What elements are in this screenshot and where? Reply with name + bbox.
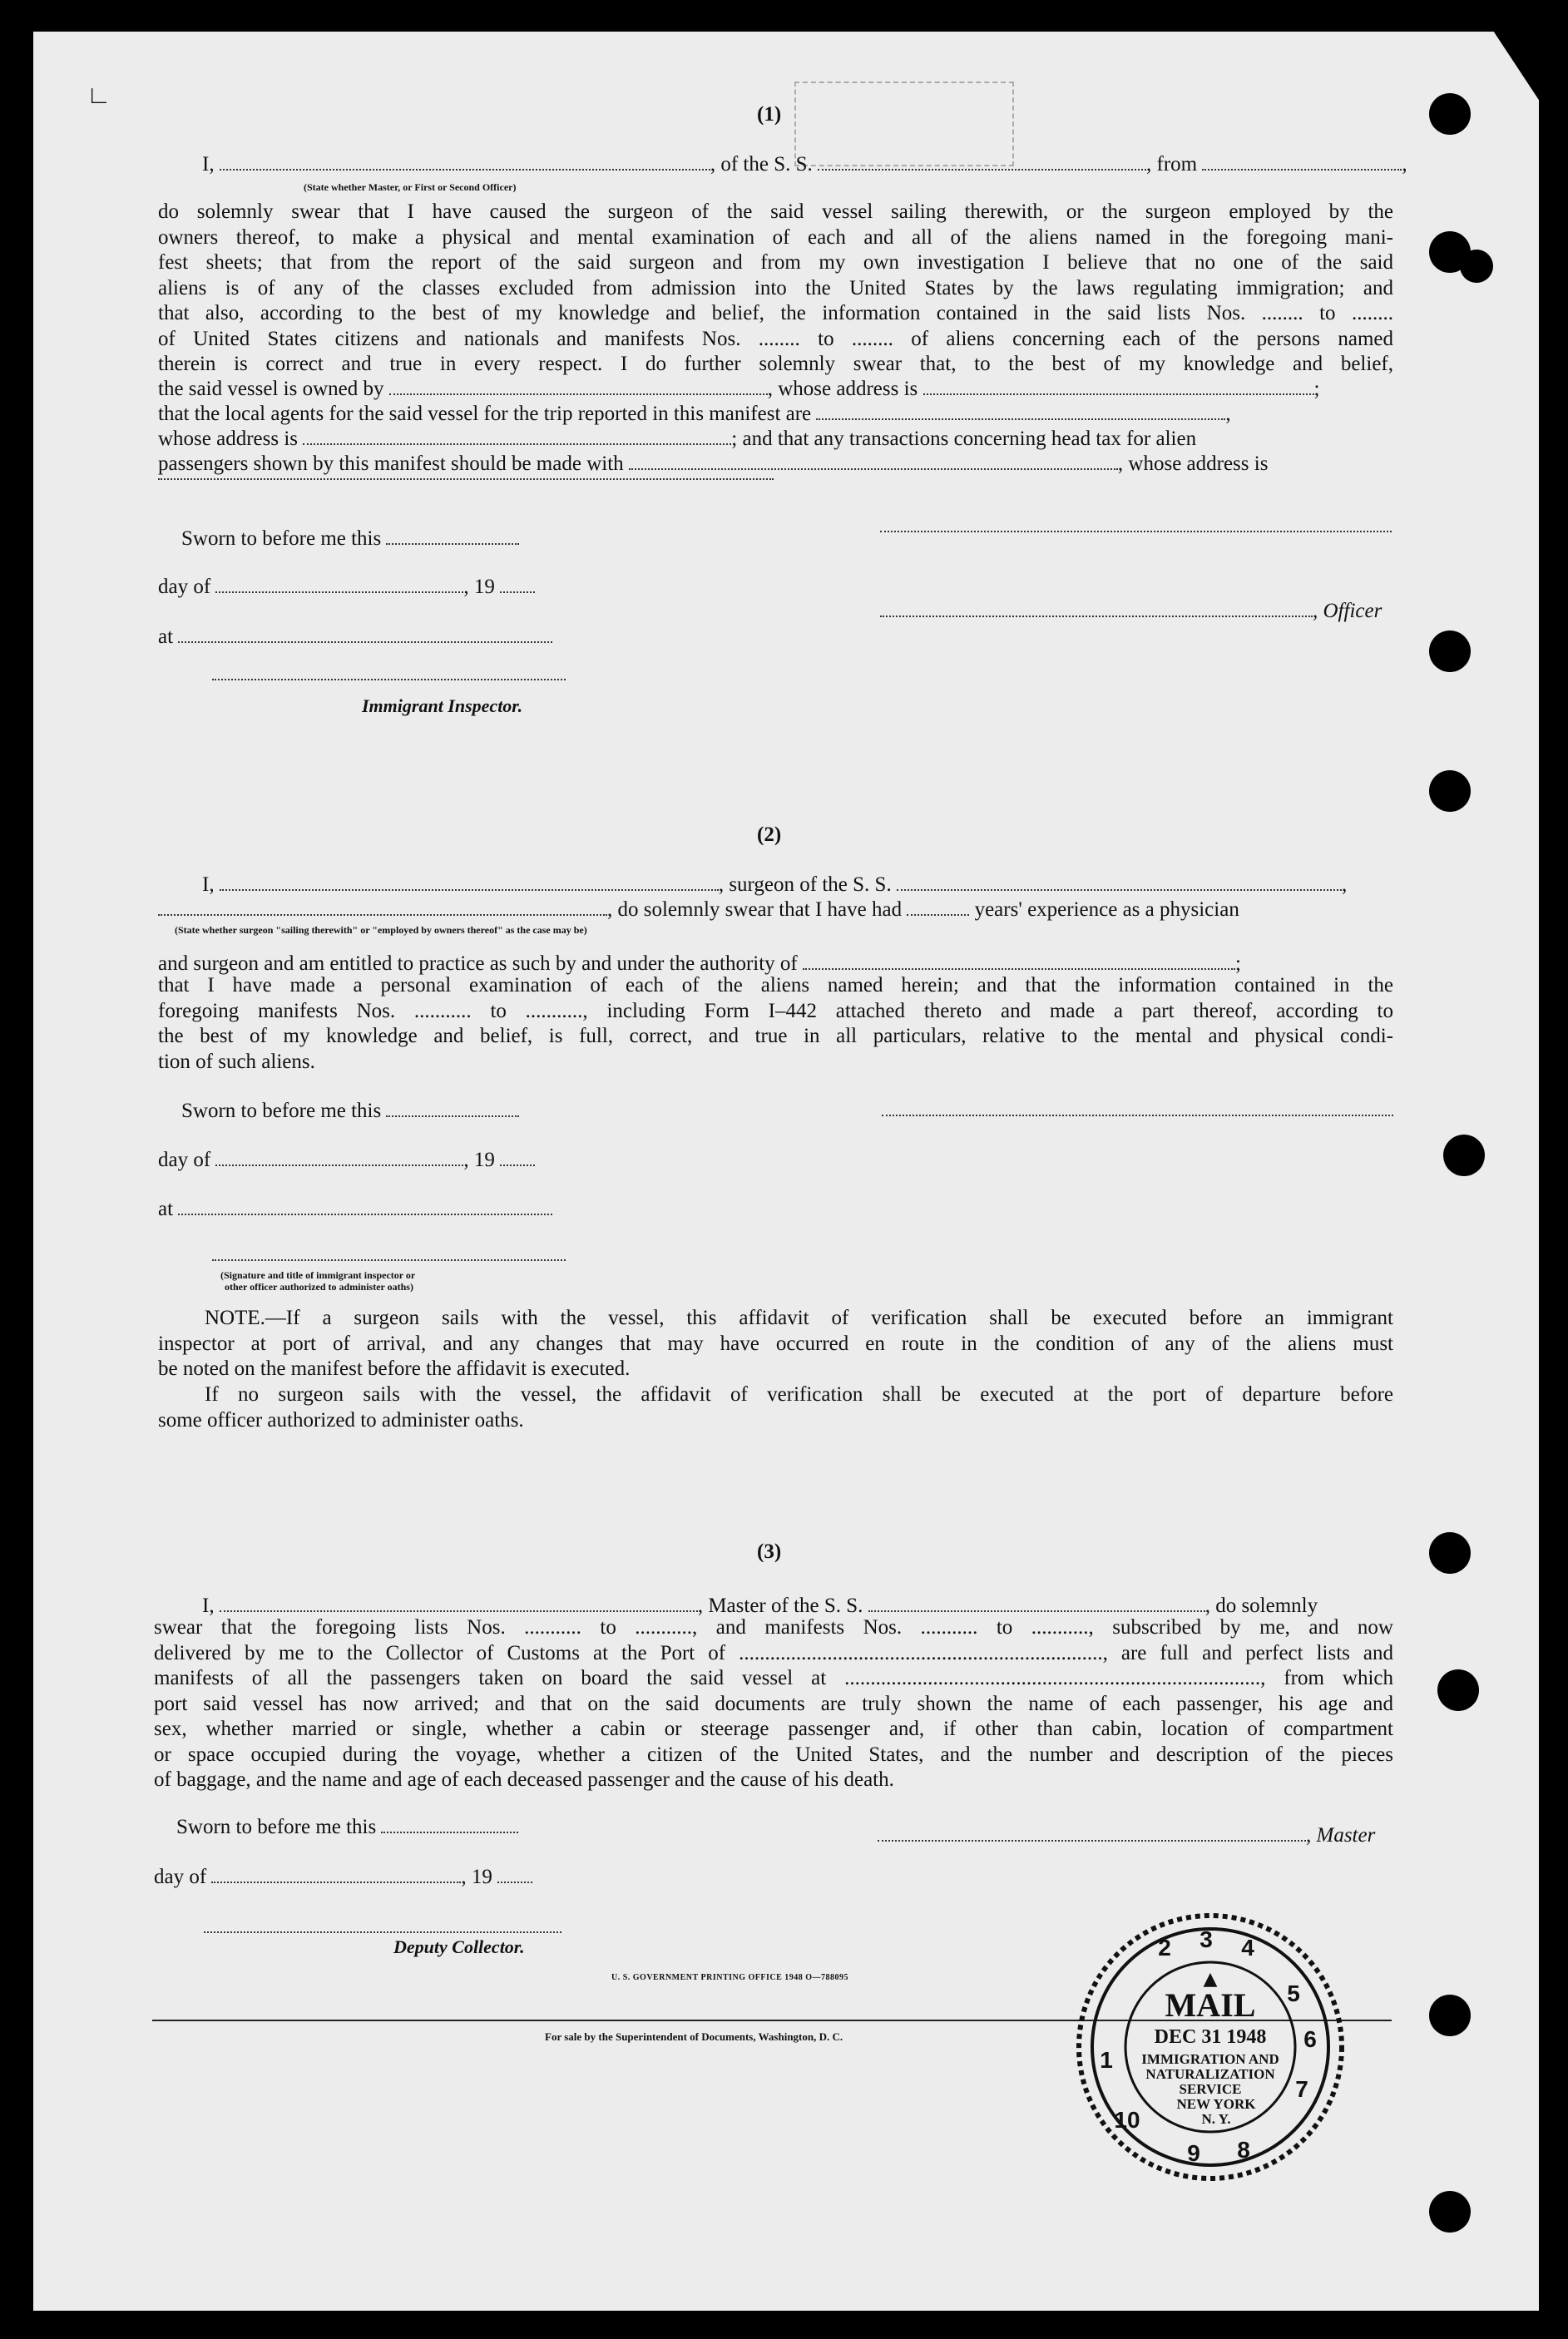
- s2-authority-line: and surgeon and am entitled to practice as such by and under the authority of ;: [158, 952, 1241, 975]
- punch-hole: [1429, 1532, 1471, 1574]
- s3-line-1: I, , Master of the S. S. , do solemnly: [202, 1595, 1318, 1617]
- s3-sworn: Sworn to before me this: [176, 1815, 518, 1840]
- s1-sworn: Sworn to before me this: [181, 527, 519, 551]
- immigrant-inspector-label: Immigrant Inspector.: [362, 695, 523, 716]
- s1-inspector-line: [212, 679, 566, 680]
- mail-received-stamp: [1073, 1910, 1348, 2184]
- stamp-digit: 1: [1100, 2047, 1113, 2073]
- stamp-line-5: N. Y.: [1201, 2111, 1231, 2127]
- stamp-digit: 5: [1287, 1980, 1300, 2006]
- s2-line-1: I, , surgeon of the S. S. ,: [202, 873, 1348, 896]
- s3-day: day of , 19: [154, 1865, 532, 1890]
- stamp-line-2: NATURALIZATION: [1145, 2066, 1275, 2082]
- gpo-imprint: U. S. GOVERNMENT PRINTING OFFICE 1948 O—788095: [611, 1973, 849, 1982]
- stamp-digit: 9: [1187, 2140, 1200, 2166]
- s1-officer-line: , Officer: [880, 599, 1382, 624]
- s2-surgeon-caption: (State whether surgeon "sailing therewith" or "employed by owners thereof" as the case may be): [175, 924, 587, 936]
- s2-sig-caption-2: other officer authorized to administer oaths): [225, 1281, 413, 1293]
- s2-line-2: , do solemnly swear that I have had years' experience as a physician: [158, 898, 1393, 922]
- stamp-digit: 8: [1237, 2137, 1250, 2163]
- s2-sig-caption-1: (Signature and title of immigrant inspector or: [220, 1269, 416, 1281]
- s1-agents-line: that the local agents for the said vessel for the trip reported in this manifest are ,: [158, 403, 1231, 425]
- corner-mark: ∟: [87, 82, 111, 109]
- s1-officer-signature-line: [880, 531, 1392, 532]
- punch-hole: [1429, 2191, 1471, 2233]
- punch-hole: [1429, 1995, 1471, 2036]
- stamp-line-1: IMMIGRATION AND: [1141, 2051, 1279, 2067]
- s3-body: swear that the foregoing lists Nos. ........... to ..........., and manifests Nos. ........... to ..........., subscribed by me, and now delivered by me to the Collector of Customs at the Port of ......................................................................, are full and perfect lists and manifests of all the passengers taken on board the said vessel at ................................................................................, from which port said vessel has now arrived; and that on the said documents are truly shown the name of each passenger, his age and sex, whether married or single, whether a cabin or steerage passenger and, if other than cabin, location of compartment or space occupied during the voyage, whether a citizen of the United States, and the number and description of the pieces of baggage, and the name and age of each deceased passenger and the cause of his death.: [154, 1616, 1393, 1791]
- stamp-digit: 6: [1303, 2026, 1317, 2052]
- s3-master-line: , Master: [878, 1823, 1375, 1848]
- s1-passengers-line: passengers shown by this manifest should be made with , whose address is: [158, 452, 1269, 475]
- s1-owned-line: the said vessel is owned by , whose address is ;: [158, 378, 1320, 400]
- stamp-arrow: ▲: [1203, 1969, 1218, 1990]
- s2-signature-line: [882, 1115, 1393, 1116]
- s2-note: NOTE.—If a surgeon sails with the vessel, this affidavit of verification shall be executed before an immigrant inspector at port of arrival, and any changes that may have occurred en route in the condition of any of the aliens must be noted on the manifest before the affidavit is executed.: [158, 1307, 1393, 1380]
- stamp-digit: 2: [1158, 1935, 1171, 1961]
- section-1-number: (1): [757, 103, 782, 126]
- stamp-digit: 3: [1199, 1926, 1213, 1952]
- s1-body: do solemnly swear that I have caused the surgeon of the said vessel sailing therewith, or the surgeon employed by the owners thereof, to make a physical and mental examination of each and all of the aliens named in the foregoing mani- fest sheets; that from the report of the said surgeon and from my own investigation I believe that no one of the said aliens is of any of the classes excluded from admission into the United States by the laws regulating immigration; and that also, according to the best of my knowledge and belief, the information contained in the said lists Nos. ........ to ........ of United States citizens and nationals and manifests Nos. ........ to ........ of aliens concerning each of the persons named therein is correct and true in every respect. I do further solemnly swear that, to the best of my knowledge and belief,: [158, 200, 1393, 375]
- s2-note-2: If no surgeon sails with the vessel, the affidavit of verification shall be executed at the port of departure before some officer authorized to administer oaths.: [158, 1383, 1393, 1432]
- s1-address-line: whose address is ; and that any transactions concerning head tax for alien: [158, 428, 1197, 450]
- stamp-line-4: NEW YORK: [1176, 2096, 1256, 2112]
- s1-trailing-line: [158, 478, 774, 480]
- punch-hole: [1429, 93, 1471, 135]
- punch-hole: [1460, 250, 1493, 283]
- punch-hole: [1429, 770, 1471, 812]
- stamp-digit: 4: [1241, 1935, 1254, 1961]
- section-3-number: (3): [757, 1540, 782, 1563]
- s2-at: at: [158, 1197, 552, 1222]
- s2-body: that I have made a personal examination of each of the aliens named herein; and that the information contained in the foregoing manifests Nos. ........... to ..........., including Form I–442 attached thereto and made a part thereof, according to the best of my knowledge and belief, is full, correct, and true in all particulars, relative to the mental and physical condi- tion of such aliens.: [158, 974, 1393, 1073]
- punch-hole: [1443, 1135, 1485, 1176]
- section-2-number: (2): [757, 823, 782, 846]
- s1-line-1: I, , of the S. S. , from ,: [202, 153, 1407, 176]
- stamp-digit: 7: [1295, 2076, 1308, 2102]
- s1-at: at: [158, 625, 552, 650]
- punch-hole: [1429, 630, 1471, 672]
- stamp-mail: MAIL: [1165, 1986, 1256, 2024]
- stamp-line-3: SERVICE: [1179, 2081, 1242, 2097]
- s2-day: day of , 19: [158, 1148, 535, 1173]
- deputy-collector-label: Deputy Collector.: [393, 1936, 525, 1957]
- s2-officer-line: [212, 1259, 566, 1261]
- s1-day: day of , 19: [158, 575, 535, 600]
- punch-hole: [1437, 1669, 1479, 1711]
- stamp-date: DEC 31 1948: [1154, 2026, 1267, 2048]
- s1-officer-caption: (State whether Master, or First or Second Officer): [304, 181, 517, 193]
- stamp-digit: 10: [1114, 2107, 1140, 2133]
- for-sale-line: For sale by the Superintendent of Documents, Washington, D. C.: [545, 2030, 843, 2043]
- s3-deputy-line: [204, 1931, 561, 1933]
- s2-sworn: Sworn to before me this: [181, 1099, 519, 1124]
